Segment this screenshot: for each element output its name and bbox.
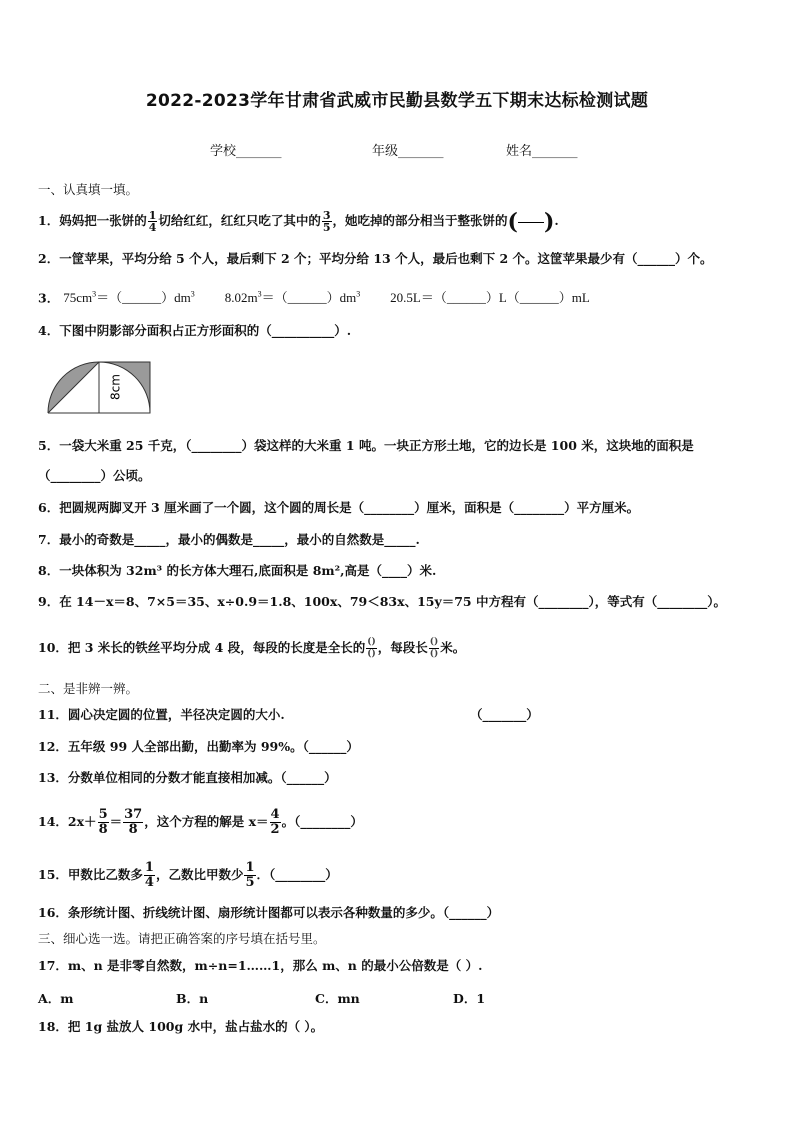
name-label: 姓名 bbox=[506, 144, 533, 159]
school-blank: _______ bbox=[236, 144, 282, 159]
question-3: 3． $75cm^3=(\_\_\_\_\_\_)dm^3$ $8.02m^3=(\_\_\_\_\_\_)dm^3$ 20.5L＝（______）L（______）mL bbox=[38, 290, 590, 306]
q17-choice-d[interactable]: D．1 bbox=[453, 991, 486, 1006]
grade-blank: _______ bbox=[398, 144, 444, 159]
question-7: 7．最小的奇数是_____，最小的偶数是_____，最小的自然数是_____. bbox=[38, 532, 420, 547]
q17-choice-b[interactable]: B．n bbox=[176, 991, 209, 1006]
q3-part-c: 20.5L＝（______）L（______）mL bbox=[390, 290, 590, 306]
q17-choice-a[interactable]: A．m bbox=[38, 991, 74, 1006]
q14-fraction-3: $\frac{4}{2}$ bbox=[270, 807, 280, 837]
question-11: 11．圆心决定圆的位置，半径决定圆的大小. bbox=[38, 707, 285, 722]
q10-blank-fraction-1[interactable]: $\frac{()}{()}$ bbox=[367, 637, 376, 659]
section-3-heading: 三、细心选一选。请把正确答案的序号填在括号里。 bbox=[38, 931, 326, 946]
school-label: 学校 bbox=[210, 144, 237, 159]
question-6: 6．把圆规两脚叉开 3 厘米画了一个圆，这个圆的周长是（________）厘米，面积是（________）平方厘米。 bbox=[38, 500, 640, 515]
question-14: 14．2x＋ $\frac{5}{8}$ ＝ $\frac{37}{8}$ ，这个方程的解是 x＝ $\frac{4}{2}$ 。（________） bbox=[38, 807, 363, 837]
question-2: 2．一筐苹果，平均分给 5 个人，最后剩下 2 个；平均分给 13 个人，最后也剩下 2 个。这筐苹果最少有（______）个。 bbox=[38, 251, 713, 266]
school-field[interactable] bbox=[210, 140, 282, 159]
question-5-line-2: （________）公顷。 bbox=[38, 468, 151, 483]
question-17: 17．m、n 是非零自然数，m÷n=1……1，那么 m、n 的最小公倍数是（ ）. bbox=[38, 958, 483, 973]
q1-answer-blank[interactable]: ( ) bbox=[507, 208, 555, 235]
shaded-area-figure bbox=[46, 361, 154, 415]
grade-field[interactable] bbox=[372, 140, 444, 159]
q1-fraction-2: $\frac{3}{5}$ bbox=[322, 209, 331, 234]
q3-part-a: $75cm^3=(\_\_\_\_\_\_)dm^3$ bbox=[63, 290, 195, 306]
q3-part-b: $8.02m^3=(\_\_\_\_\_\_)dm^3$ bbox=[224, 290, 361, 306]
section-1-heading: 一、认真填一填。 bbox=[38, 182, 139, 197]
figure-label: 8cm bbox=[108, 374, 123, 400]
name-blank: _______ bbox=[532, 144, 578, 159]
question-4: 4．下图中阴影部分面积占正方形面积的（__________）. bbox=[38, 323, 352, 338]
question-15: 15．甲数比乙数多 $\frac{1}{4}$ ，乙数比甲数少 $\frac{1}{5}$ ．（________） bbox=[38, 860, 338, 890]
q11-answer-blank[interactable]: （_______） bbox=[470, 707, 539, 722]
grade-label: 年级 bbox=[372, 144, 399, 159]
question-10: 10．把 3 米长的铁丝平均分成 4 段，每段的长度是全长的 $\frac{()}{()}$ ，每段长 $\frac{()}{()}$ 米。 bbox=[38, 637, 466, 659]
q15-fraction-1: $\frac{1}{4}$ bbox=[144, 860, 154, 890]
q1-text-a: 1．妈妈把一张饼的 bbox=[38, 213, 147, 228]
question-8: 8．一块体积为 32m³ 的长方体大理石,底面积是 8m²,高是（____）米. bbox=[38, 563, 437, 578]
q14-fraction-1: $\frac{5}{8}$ bbox=[98, 807, 108, 837]
question-1: 1．妈妈把一张饼的 $\frac{1}{4}$ 切给红红，红红只吃了其中的 $\frac{3}{5}$ ，她吃掉的部分相当于整张饼的( ). bbox=[38, 208, 559, 235]
name-field[interactable] bbox=[506, 140, 578, 159]
q1-fraction-1: $\frac{1}{4}$ bbox=[148, 209, 157, 234]
question-5-line-1: 5．一袋大米重 25 千克，（________）袋这样的大米重 1 吨。一块正方形土地，它的边长是 100 米，这块地的面积是 bbox=[38, 438, 694, 453]
question-16: 16．条形统计图、折线统计图、扇形统计图都可以表示各种数量的多少。（______） bbox=[38, 905, 500, 920]
section-2-heading: 二、是非辨一辨。 bbox=[38, 681, 139, 696]
q10-blank-fraction-2[interactable]: $\frac{()}{()}$ bbox=[429, 637, 439, 659]
page-title: 2022-2023学年甘肃省武威市民勤县数学五下期末达标检测试题 bbox=[145, 91, 649, 111]
q14-fraction-2: $\frac{37}{8}$ bbox=[124, 807, 143, 837]
q1-text-c: ，她吃掉的部分相当于整张饼的 bbox=[332, 213, 508, 228]
q1-text-b: 切给红红，红红只吃了其中的 bbox=[158, 213, 321, 228]
question-9: 9．在 14－x＝8、7×5＝35、x÷0.9＝1.8、100x、79＜83x、15y＝75 中方程有（________），等式有（________）。 bbox=[38, 594, 726, 609]
q15-fraction-2: $\frac{1}{5}$ bbox=[245, 860, 255, 890]
question-18: 18．把 1g 盐放人 100g 水中，盐占盐水的（ ）。 bbox=[38, 1019, 324, 1034]
question-13: 13．分数单位相同的分数才能直接相加减。（______） bbox=[38, 770, 337, 785]
question-12: 12．五年级 99 人全部出勤，出勤率为 99%。（______） bbox=[38, 739, 359, 754]
q17-choice-c[interactable]: C．mn bbox=[315, 991, 360, 1006]
